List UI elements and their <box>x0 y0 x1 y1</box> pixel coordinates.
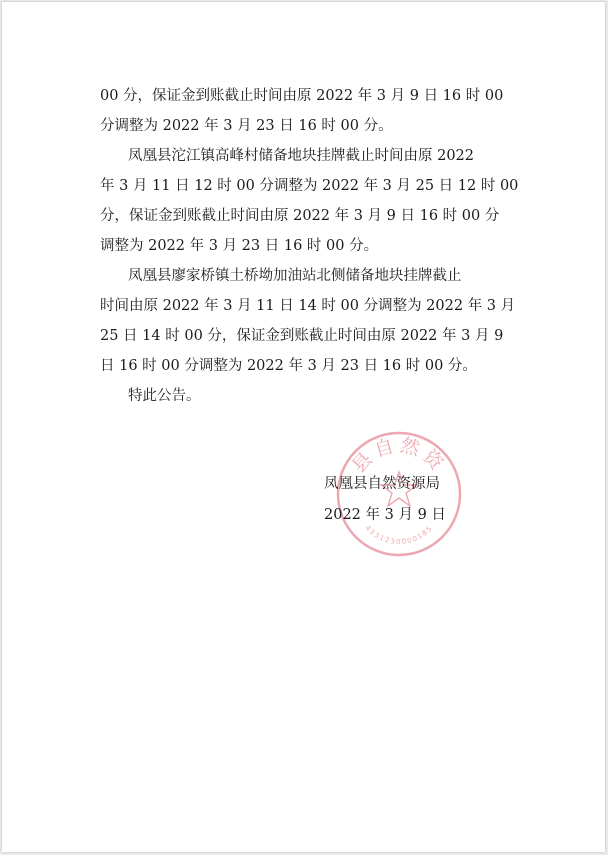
issue-date: 2022 年 3 月 9 日 <box>324 507 446 523</box>
paragraph-line: 年 3 月 11 日 12 时 00 分调整为 2022 年 3 月 25 日 12 时 00 <box>100 178 519 194</box>
paragraph-line: 凤凰县廖家桥镇土桥坳加油站北侧储备地块挂牌截止 <box>128 268 462 284</box>
seal-ring <box>338 433 460 555</box>
seal-serial-number: 4331230000185 <box>363 523 435 546</box>
paragraph-line: 分，保证金到账截止时间由原 2022 年 3 月 9 日 16 时 00 分 <box>100 208 500 224</box>
closing-line: 特此公告。 <box>128 388 201 404</box>
official-seal <box>335 430 463 558</box>
document-page <box>2 2 605 852</box>
paragraph-line: 时间由原 2022 年 3 月 11 日 14 时 00 分调整为 2022 年 3 月 <box>100 298 516 314</box>
paragraph-line: 凤凰县沱江镇高峰村储备地块挂牌截止时间由原 2022 <box>128 148 475 164</box>
paragraph-line: 日 16 时 00 分调整为 2022 年 3 月 23 日 16 时 00 分。 <box>100 358 477 374</box>
paragraph-line: 00 分，保证金到账截止时间由原 2022 年 3 月 9 日 16 时 00 <box>100 88 504 104</box>
paragraph-line: 调整为 2022 年 3 月 23 日 16 时 00 分。 <box>100 238 379 254</box>
issuer-name: 凤凰县自然资源局 <box>324 476 440 492</box>
paragraph-line: 分调整为 2022 年 3 月 23 日 16 时 00 分。 <box>100 118 393 134</box>
seal-top-text: 县自然资 <box>347 434 451 478</box>
paragraph-line: 25 日 14 时 00 分，保证金到账截止时间由原 2022 年 3 月 9 <box>100 328 504 344</box>
